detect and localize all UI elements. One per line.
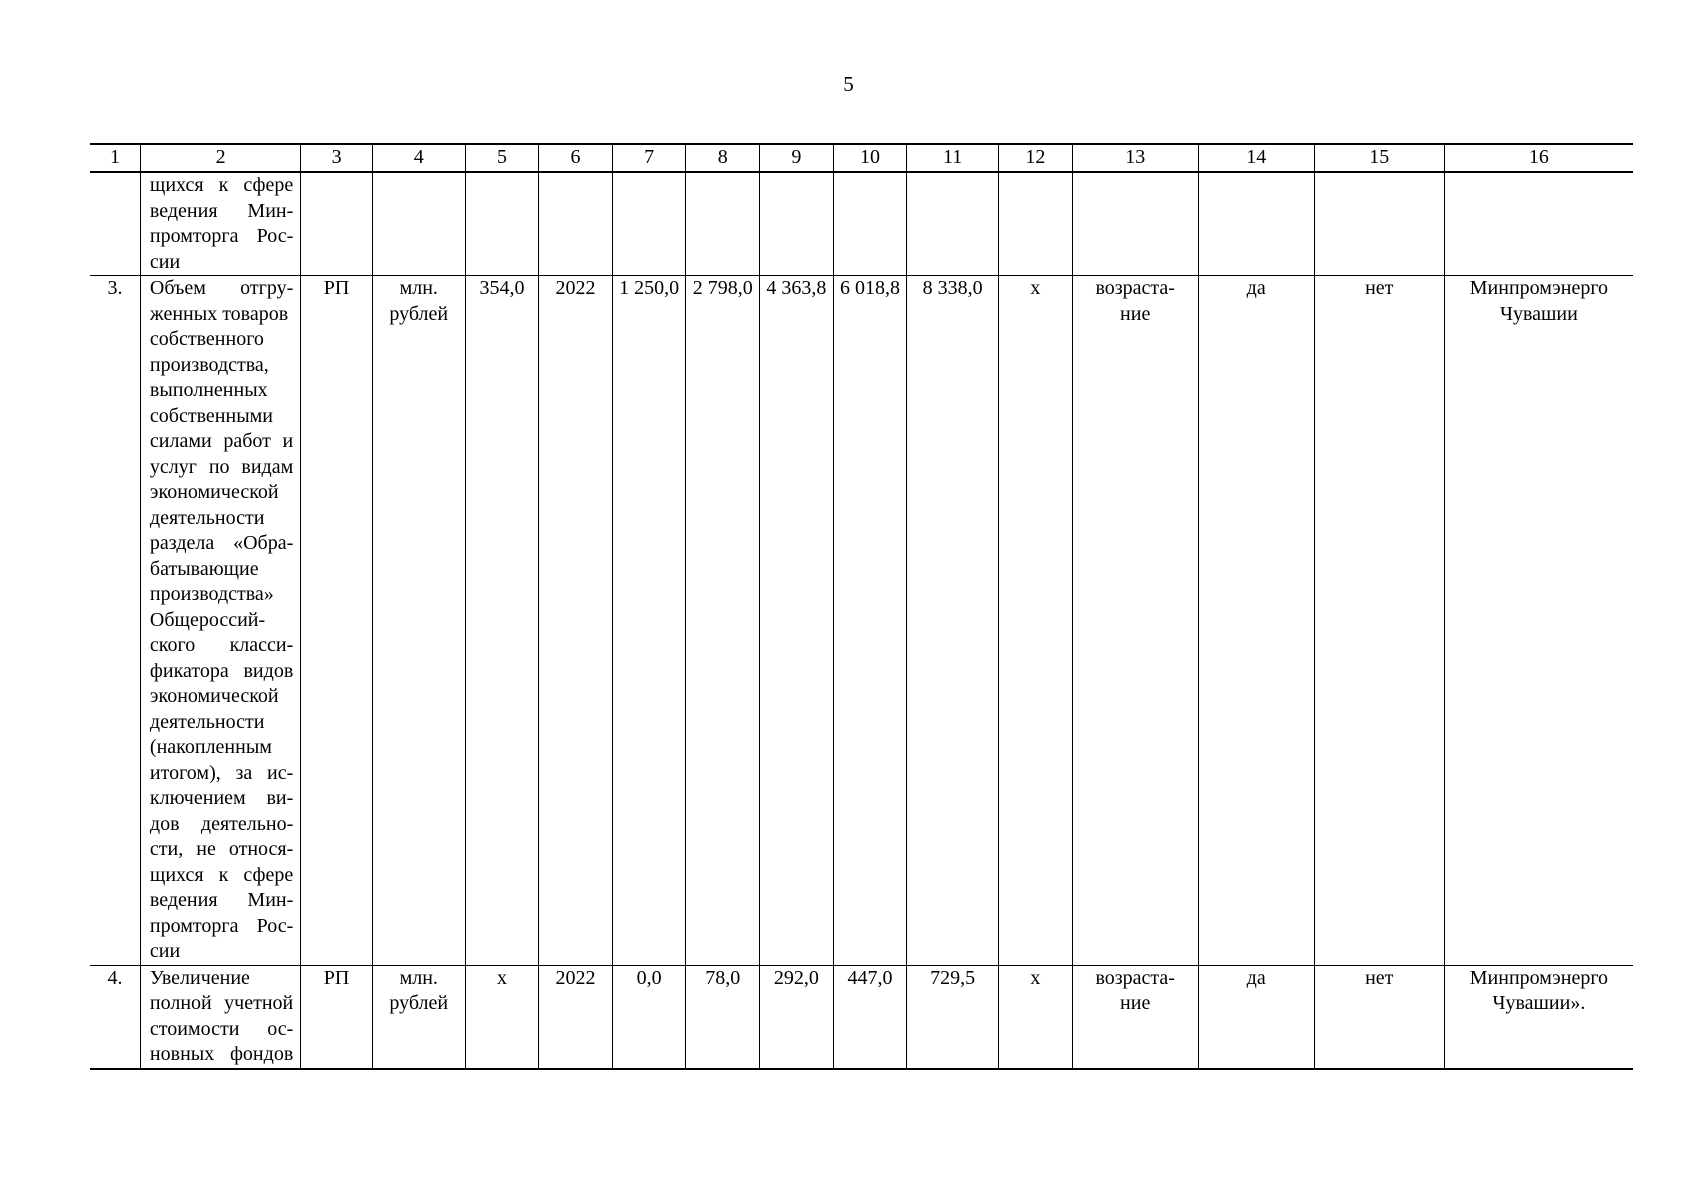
base-year: 2022 bbox=[539, 965, 613, 1069]
value-col-10: 6 018,8 bbox=[833, 276, 907, 966]
value-col-10: 447,0 bbox=[833, 965, 907, 1069]
value-col-9: 4 363,8 bbox=[760, 276, 834, 966]
indicators-table bbox=[90, 143, 1633, 1070]
row-number: 4. bbox=[90, 965, 140, 1069]
column-header: 12 bbox=[999, 144, 1073, 172]
column-header: 3 bbox=[301, 144, 373, 172]
unit: млн. рублей bbox=[372, 276, 465, 966]
indicator-description: щихся к сфере ведения Мин- промторга Рос- сии bbox=[140, 172, 300, 276]
page-number: 5 bbox=[843, 72, 854, 96]
value-col-11: 8 338,0 bbox=[907, 276, 999, 966]
column-header: 13 bbox=[1072, 144, 1198, 172]
column-header: 2 bbox=[140, 144, 300, 172]
column-header: 14 bbox=[1198, 144, 1314, 172]
column-header: 5 bbox=[465, 144, 539, 172]
column-header: 4 bbox=[372, 144, 465, 172]
table-row-continuation bbox=[90, 172, 1633, 276]
column-header: 11 bbox=[907, 144, 999, 172]
responsible-body: Минпромэнерго Чувашии bbox=[1444, 276, 1633, 966]
table-row bbox=[90, 276, 1633, 966]
column-header: 15 bbox=[1314, 144, 1444, 172]
table-row bbox=[90, 965, 1633, 1069]
value-col-12: х bbox=[999, 276, 1073, 966]
value-col-11: 729,5 bbox=[907, 965, 999, 1069]
row-number: 3. bbox=[90, 276, 140, 966]
value-col-14: да bbox=[1198, 276, 1314, 966]
unit: млн. рублей bbox=[372, 965, 465, 1069]
value-col-7: 0,0 bbox=[612, 965, 686, 1069]
value-col-12: х bbox=[999, 965, 1073, 1069]
responsible-body: Минпромэнерго Чувашии». bbox=[1444, 965, 1633, 1069]
column-header: 16 bbox=[1444, 144, 1633, 172]
column-header: 7 bbox=[612, 144, 686, 172]
base-value: 354,0 bbox=[465, 276, 539, 966]
value-col-15: нет bbox=[1314, 965, 1444, 1069]
base-year: 2022 bbox=[539, 276, 613, 966]
column-header: 1 bbox=[90, 144, 140, 172]
value-col-14: да bbox=[1198, 965, 1314, 1069]
trend: возраста- ние bbox=[1072, 965, 1198, 1069]
base-value: х bbox=[465, 965, 539, 1069]
value-col-8: 78,0 bbox=[686, 965, 760, 1069]
value-col-9: 292,0 bbox=[760, 965, 834, 1069]
indicator-type: РП bbox=[301, 965, 373, 1069]
column-header: 10 bbox=[833, 144, 907, 172]
column-header: 6 bbox=[539, 144, 613, 172]
column-header: 8 bbox=[686, 144, 760, 172]
indicator-description: Объем отгру- женных товаров собственного производства, выполненных собственными силами работ и услуг по видам экономической деятельности раздела «Обра- батывающие производства» Общероссий- ского класси- фикатора видов экономической деятельности (накопленным итогом), за ис- ключением ви- дов деятельно- сти, не относя- щихся к сфере ведения Мин- промторга Рос- сии bbox=[140, 276, 300, 966]
trend: возраста- ние bbox=[1072, 276, 1198, 966]
value-col-15: нет bbox=[1314, 276, 1444, 966]
indicator-type: РП bbox=[301, 276, 373, 966]
table-header-row bbox=[90, 144, 1633, 172]
value-col-8: 2 798,0 bbox=[686, 276, 760, 966]
column-header: 9 bbox=[760, 144, 834, 172]
indicator-description: Увеличение полной учетной стоимости ос- новных фондов bbox=[140, 965, 300, 1069]
value-col-7: 1 250,0 bbox=[612, 276, 686, 966]
